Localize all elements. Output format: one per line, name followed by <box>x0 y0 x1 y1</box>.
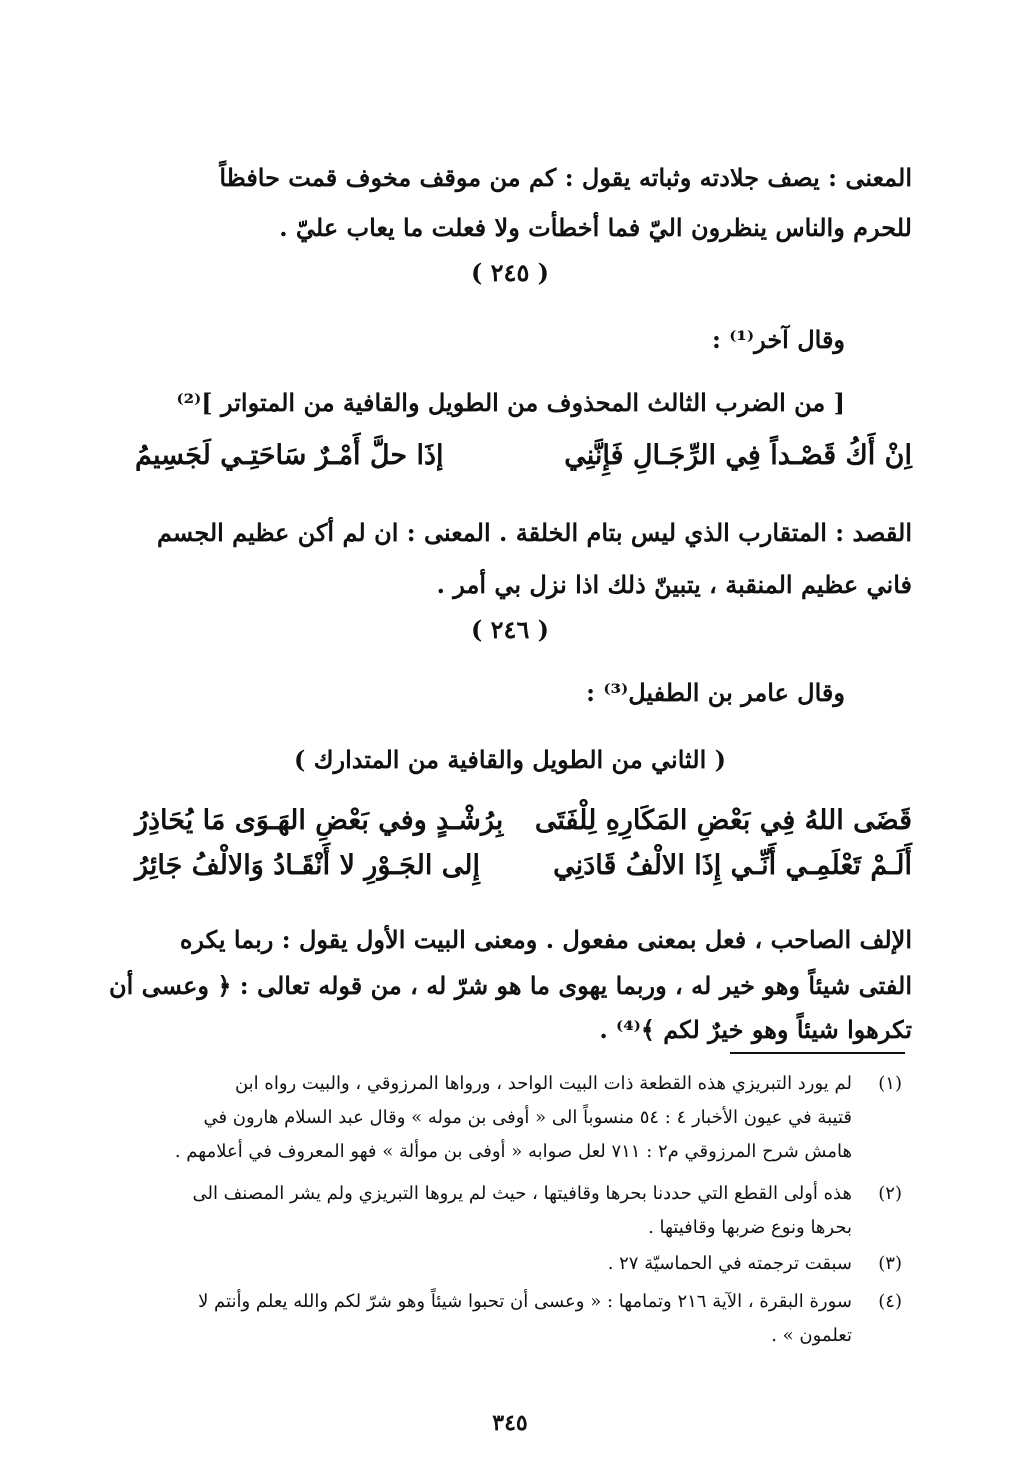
poem-245-intro: وقال آخر⁽¹⁾ : <box>712 325 845 354</box>
footnote-number: (٣) <box>878 1253 902 1274</box>
footnote-line: بحرها ونوع ضربها وقافيتها . <box>648 1217 852 1238</box>
verse-first-hemistich: اِنْ أَكُ قَصْـداً فِي الرِّجَـالِ فَإِنَّنِي <box>564 440 912 471</box>
meaning-paragraph <box>140 160 912 240</box>
meaning-line-1: المعنى : يصف جلادته وثباته يقول : كم من موقف مخوف قمت حافظاً <box>219 163 912 192</box>
verse-first-hemistich: قَضَى اللهُ فِي بَعْضِ المَكَارِهِ لِلْفَتَى <box>534 805 912 836</box>
verse-second-hemistich: إذَا حلَّ أَمْـرٌ سَاحَتِـي لَجَسِيمُ <box>135 440 444 471</box>
verse-second-hemistich: إِلى الجَـوْرِ لا أَنْقَـادُ وَالالْفُ جَائِرُ <box>135 850 480 881</box>
footnote-4 <box>140 1286 902 1356</box>
commentary-line-2: الفتى شيئاً وهو خير له ، وربما يهوى ما هو شرّ له ، من قوله تعالى : ﴿ وعسى أن <box>109 971 912 1000</box>
footnote-3 <box>140 1248 902 1284</box>
commentary-line-2: فاني عظيم المنقبة ، يتبينّ ذلك اذا نزل بي أمر . <box>436 570 912 599</box>
page-number: ٣٤٥ <box>492 1410 528 1436</box>
meaning-line-2: للحرم والناس ينظرون اليّ فما أخطأت ولا فعلت ما يعاب عليّ . <box>279 213 912 242</box>
poem-246-verse-2 <box>135 850 912 900</box>
footnote-line: سورة البقرة ، الآية ٢١٦ وتمامها : « وعسى أن تحبوا شيئاً وهو شرّ لكم والله يعلم وأنتم لا <box>198 1291 852 1312</box>
poem-246-commentary <box>109 922 912 1052</box>
commentary-line-1: الإلف الصاحب ، فعل بمعنى مفعول . ومعنى البيت الأول يقول : ربما يكره <box>179 925 912 954</box>
poem-246-verse-1 <box>135 805 912 855</box>
footnote-1 <box>140 1068 902 1168</box>
footnote-number: (٢) <box>878 1183 902 1204</box>
verse-first-hemistich: أَلَـمْ تَعْلَمِـي أَنِّـي إِذَا الالْفُ قَادَنِي <box>553 850 912 881</box>
footnote-number: (٤) <box>878 1291 902 1312</box>
verse-second-hemistich: بِرُشْـدٍ وفي بَعْضِ الهَـوَى مَا يُحَاذِرُ <box>135 805 504 836</box>
poem-245-meter: [ من الضرب الثالث المحذوف من الطويل والقافية من المتواتر ]⁽²⁾ <box>176 388 845 417</box>
footnotes <box>140 1068 902 1368</box>
commentary-line-3: تكرهوا شيئاً وهو خيرٌ لكم ﴾⁽⁴⁾ . <box>599 1015 912 1044</box>
poem-number-246: ( ٢٤٦ ) <box>470 615 550 644</box>
footnote-number: (١) <box>878 1073 902 1094</box>
footnote-line: تعلمون » . <box>771 1325 852 1346</box>
poem-number-245: ( ٢٤٥ ) <box>470 258 550 287</box>
poem-246-meter: ( الثاني من الطويل والقافية من المتدارك ) <box>294 745 726 774</box>
footnote-line: سبقت ترجمته في الحماسيّة ٢٧ . <box>607 1253 852 1274</box>
poem-245-commentary <box>140 515 912 599</box>
footnote-line: هامش شرح المرزوقي م٢ : ٧١١ لعل صوابه « أوفى بن موألة » فهو المعروف في أعلامهم . <box>174 1141 852 1162</box>
commentary-line-1: القصد : المتقارب الذي ليس بتام الخلقة . المعنى : ان لم أكن عظيم الجسم <box>156 518 912 547</box>
poem-245-verse-1 <box>135 440 912 490</box>
poem-246-intro: وقال عامر بن الطفيل⁽³⁾ : <box>586 678 845 707</box>
footnote-line: هذه أولى القطع التي حددنا بحرها وقافيتها ، حيث لم يروها التبريزي ولم يشر المصنف الى <box>192 1183 852 1204</box>
footnote-2 <box>140 1178 902 1248</box>
footnote-line: لم يورد التبريزي هذه القطعة ذات البيت الواحد ، ورواها المرزوقي ، والبيت رواه ابن <box>234 1073 852 1094</box>
footnote-line: قتيبة في عيون الأخبار ٤ : ٥٤ منسوباً الى « أوفى بن موله » وقال عبد السلام هارون في <box>203 1107 852 1128</box>
footnote-separator <box>730 1052 905 1054</box>
